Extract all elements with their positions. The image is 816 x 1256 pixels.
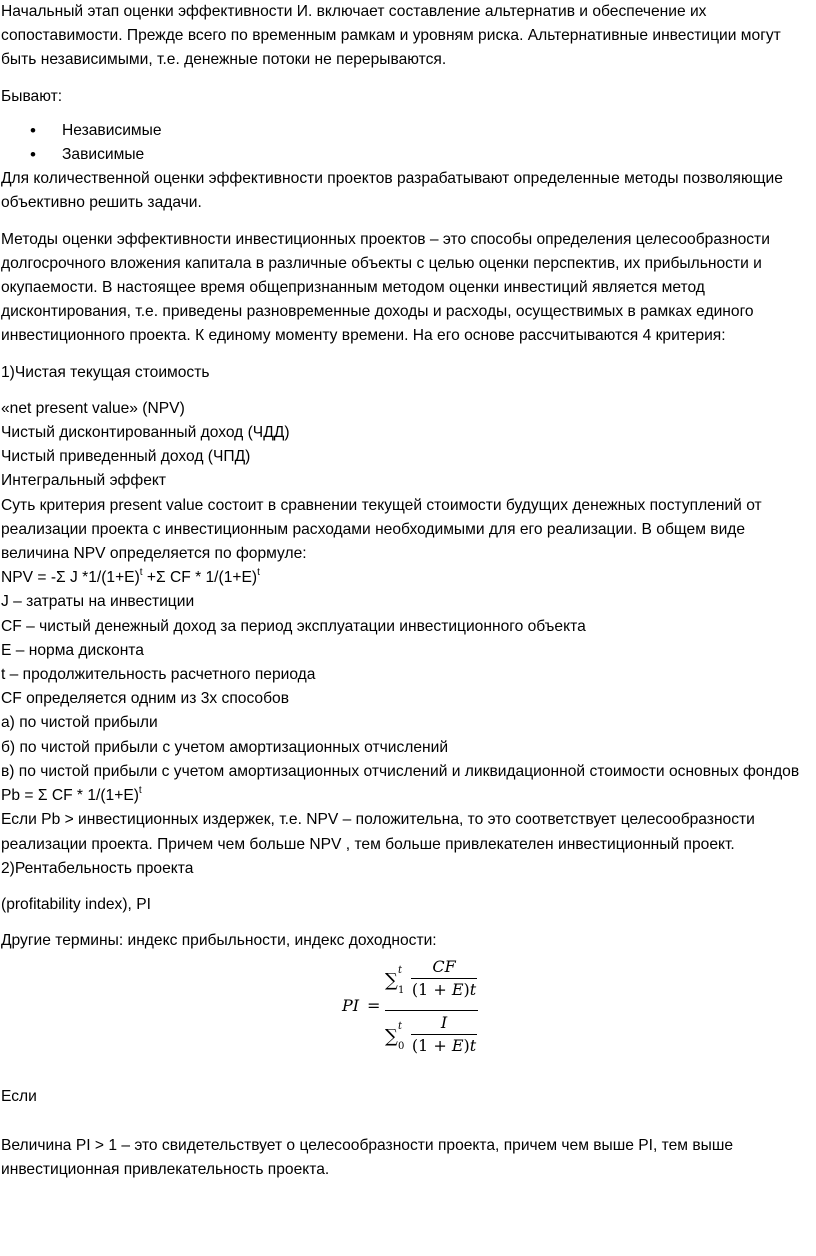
paragraph-pb-condition: Если Pb > инвестиционных издержек, т.е. NPV – положительна, то это соответствует целесообразности реализации проекта. Причем чем больше NPV , тем больше привлекателен инвестиционный проект. [1, 811, 755, 853]
line-npv-name: «net present value» (NPV) [1, 399, 185, 417]
sum-lower-limit: 0 [398, 1041, 405, 1053]
list-item: • Зависимые [1, 143, 806, 167]
line-t-definition: t – продолжительность расчетного периода [1, 666, 316, 684]
list-item: • Независимые [1, 119, 806, 143]
paragraph-intro: Начальный этап оценки эффективности И. включает составление альтернатив и обеспечение их сопоставимости. Прежде всего по временным рамкам и уровням риска. Альтернативные инвестиции могут быть независимыми, т.е. денежные потоки не перерываются. [1, 3, 781, 69]
paragraph-other-terms: Другие термины: индекс прибыльности, индекс доходности: [1, 932, 437, 950]
line-profitability-index: (profitability index), PI [1, 895, 151, 913]
sum-sign: ∑ [385, 1026, 398, 1048]
paragraph-methods-definition: Методы оценки эффективности инвестиционных проектов – это способы определения целесообразности долгосрочного вложения капитала в различные объекты с целью оценки перспектив, их прибыльности и окупаемости. В настоящее время общепризнанным методом оценки инвестиций является метод дисконтирования, т.е. приведены разновременные доходы и расходы, осуществимых в рамках единого инвестиционного проекта. К единому моменту времени. На его основе рассчитываются 4 критерия: [1, 230, 770, 345]
paragraph-types-heading: Бывают: [1, 87, 63, 105]
heading-npv: 1)Чистая текущая стоимость [1, 363, 210, 381]
formula-lhs: PI [342, 996, 360, 1016]
paragraph-methods-purpose: Для количественной оценки эффективности проектов разрабатывают определенные методы позволяющие объективно решить задачи. [1, 170, 783, 212]
sum-sign: ∑ [385, 970, 398, 992]
main-fraction-bar [385, 1010, 478, 1011]
pb-formula: Pb = Σ CF * $1/(1+E)^t$ [1, 784, 142, 805]
paragraph-pi-condition: Величина PI > 1 – это свидетельствует о целесообразности проекта, причем чем выше PI, тем выше инвестиционная привлекательность проекта. [1, 1136, 734, 1178]
line-e-definition: E – норма дисконта [1, 641, 144, 659]
pi-formula [1, 957, 806, 1067]
line-cf-methods: CF определяется одним из 3х способов [1, 690, 289, 708]
heading-profitability: 2)Рентабельность проекта [1, 859, 194, 877]
line-integral-effect: Интегральный эффект [1, 472, 167, 490]
line-if: Если [1, 1088, 37, 1106]
line-method-c: в) по чистой прибыли с учетом амортизационных отчислений и ликвидационной стоимости основных фондов [1, 762, 800, 780]
fraction-bar [411, 1034, 477, 1035]
line-cf-definition: CF – чистый денежный доход за период эксплуатации инвестиционного объекта [1, 617, 586, 635]
fraction-bar [411, 978, 477, 979]
inner-fraction: I (1 + E)t [411, 1013, 477, 1056]
line-method-a: а) по чистой прибыли [1, 714, 158, 732]
inner-fraction: CF (1 + E)t [411, 957, 477, 1000]
line-chdd: Чистый дисконтированный доход (ЧДД) [1, 424, 290, 442]
formula-equals: = [367, 996, 381, 1016]
line-j-definition: J – затраты на инвестиции [1, 593, 195, 611]
npv-formula: NPV = -Σ J $*1/(1+E)^t +\Sigma$ CF * $1/(1+E)^t$ [1, 567, 260, 587]
types-list [1, 119, 806, 167]
sum-upper-limit: t [398, 965, 403, 977]
line-method-b: б) по чистой прибыли с учетом амортизационных отчислений [1, 738, 449, 756]
sum-upper-limit: t [398, 1021, 403, 1033]
sum-lower-limit: 1 [398, 985, 405, 997]
line-chpd: Чистый приведенный доход (ЧПД) [1, 448, 251, 466]
paragraph-npv-essence: Суть критерия present value состоит в сравнении текущей стоимости будущих денежных поступлений от реализации проекта с инвестиционным расходами необходимыми для его реализации. В общем виде величина NPV определяется по формуле: [1, 496, 762, 563]
